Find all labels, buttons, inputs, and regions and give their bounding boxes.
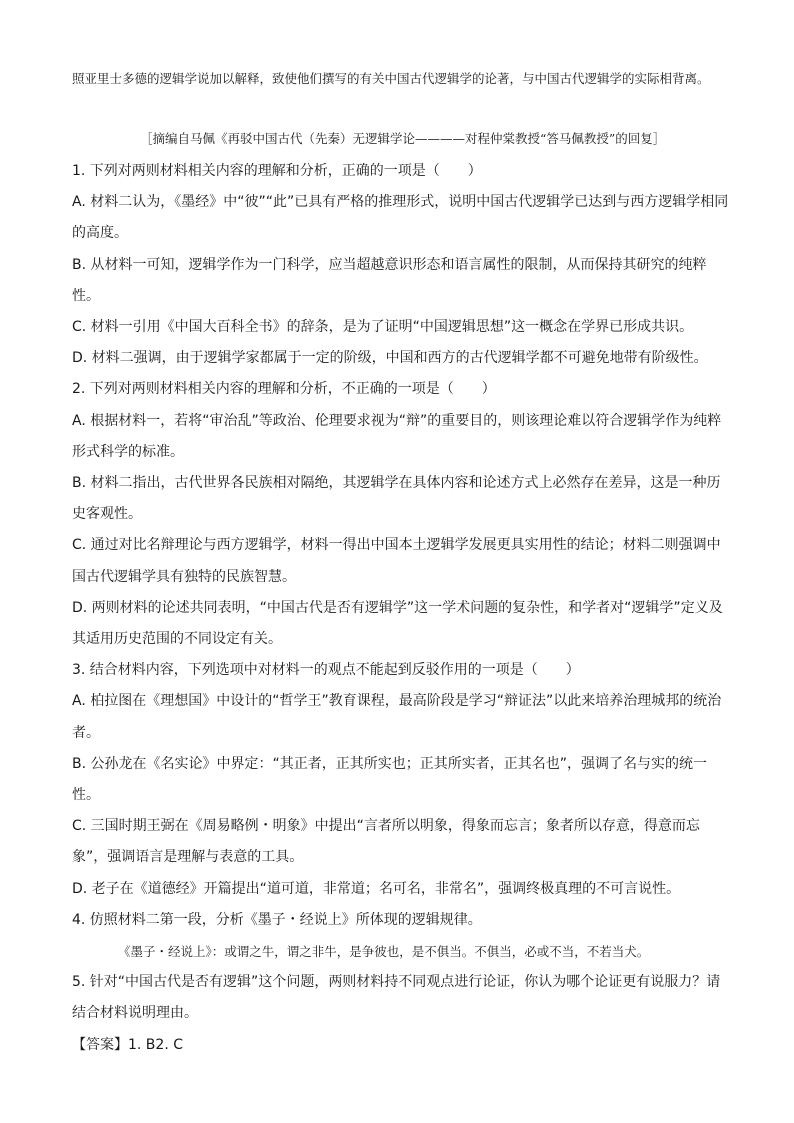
- question-2-stem: 2. 下列对两则材料相关内容的理解和分析，不正确的一项是（ ）: [72, 381, 496, 398]
- question-3-stem: 3. 结合材料内容，下列选项中对材料一的观点不能起到反驳作用的一项是（ ）: [72, 662, 580, 679]
- question-1-option-d: D. 材料二强调，由于逻辑学家都属于一定的阶级，中国和西方的古代逻辑学都不可避免地带有阶级性。: [72, 350, 708, 367]
- questions-block: [72, 156, 732, 1061]
- answer-line: 【答案】1. B2. C: [72, 1036, 183, 1053]
- question-1-option-a: A. 材料二认为，《墨经》中“彼”“此”已具有严格的推理形式，说明中国古代逻辑学已达到与西方逻辑学相同的高度。: [72, 194, 729, 242]
- question-3-option-c: C. 三国时期王弼在《周易略例・明象》中提出“言者所以明象，得象而忘言；象者所以存意，得意而忘象”，强调语言是理解与表意的工具。: [72, 818, 700, 866]
- question-2-option-d: D. 两则材料的论述共同表明，“中国古代是否有逻辑学”这一学术问题的复杂性，和学者对“逻辑学”定义及其适用历史范围的不同设定有关。: [72, 599, 723, 648]
- material-continuation: 照亚里士多德的逻辑学说加以解释，致使他们撰写的有关中国古代逻辑学的论著，与中国古代逻辑学的实际相背离。: [72, 71, 710, 86]
- question-2-option-a: A. 根据材料一，若将“审治乱”等政治、伦理要求视为“辩”的重要目的，则该理论难以符合逻辑学作为纯粹形式科学的标准。: [72, 412, 722, 460]
- question-4-stem: 4. 仿照材料二第一段，分析《墨子・经说上》所体现的逻辑规律。: [72, 911, 482, 928]
- question-3-option-b: B. 公孙龙在《名实论》中界定：“其正者，正其所实也；正其所实者，正其名也”，强调了名与实的统一性。: [72, 755, 708, 804]
- question-3-option-d: D. 老子在《道德经》开篇提出“道可道，非常道；名可名，非常名”，强调终极真理的不可言说性。: [72, 880, 681, 897]
- question-3-option-a: A. 柏拉图在《理想国》中设计的“哲学王”教育课程，最高阶段是学习“辩证法”以此来培养治理城邦的统治者。: [72, 693, 722, 741]
- question-5-stem: 5. 针对“中国古代是否有逻辑”这个问题，两则材料持不同观点进行论证，你认为哪个论证更有说服力？请结合材料说明理由。: [72, 974, 721, 1022]
- question-1-stem: 1. 下列对两则材料相关内容的理解和分析，正确的一项是（ ）: [72, 163, 482, 179]
- question-1-option-b: B. 从材料一可知，逻辑学作为一门科学，应当超越意识形态和语言属性的限制，从而保持其研究的纯粹性。: [72, 256, 707, 304]
- question-1-option-c: C. 材料一引用《中国大百科全书》的辞条，是为了证明“中国逻辑思想”这一概念在学界已形成共识。: [72, 319, 694, 336]
- source-citation: ［摘编自马佩《再驳中国古代（先秦）无逻辑学论————对程仲棠教授“答马佩教授”的回复］: [140, 131, 666, 146]
- question-4-quote: 《墨子・经说上》：或谓之牛，谓之非牛，是争彼也，是不俱当。不俱当，必或不当，不若当犬。: [118, 944, 650, 960]
- question-2-option-c: C. 通过对比名辩理论与西方逻辑学，材料一得出中国本土逻辑学发展更具实用性的结论；材料二则强调中国古代逻辑学具有独特的民族智慧。: [72, 537, 721, 585]
- question-2-option-b: B. 材料二指出，古代世界各民族相对隔绝，其逻辑学在具体内容和论述方式上必然存在差异，这是一种历史客观性。: [72, 475, 721, 523]
